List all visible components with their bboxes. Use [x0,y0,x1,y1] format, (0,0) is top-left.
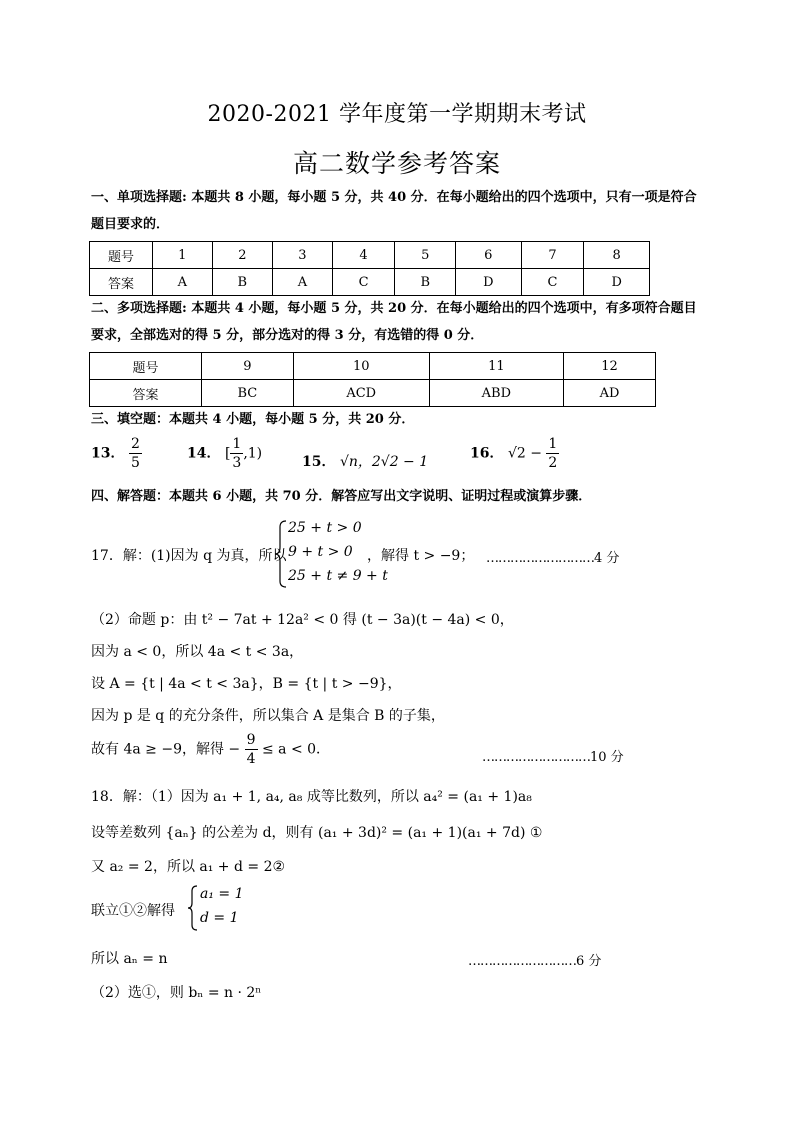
answer-13 [91,437,142,470]
q17-part2-line3: 设 A = {t | 4a < t < 3a}，B = {t | t > −9}， [91,676,402,692]
q18-line4: 联立①②解得 [91,903,175,919]
q17-score-2 [482,746,624,765]
question-number: 6 [456,242,522,269]
table-row-questions [90,242,650,269]
q13-denominator: 5 [130,455,140,471]
table-row-questions [90,353,656,380]
q18-system-1: a₁ = 1 [200,886,244,902]
q17-part2-line2: 因为 a < 0，所以 4a < t < 3a， [91,644,304,660]
score-dots: ……………………… [482,750,590,765]
q18-line5: 所以 aₙ = n [91,951,168,967]
q16-prefix: √2 − [507,445,542,462]
q16-fraction [546,437,559,470]
q18-line2: 设等差数列 {aₙ} 的公差为 d，则有 (a₁ + 3d)² = (a₁ + 1)(a₁ + 7d) ① [91,825,543,841]
question-number: 10 [293,353,429,380]
section3-heading: 三、填空题：本题共 4 小题，每小题 5 分，共 20 分． [91,412,415,427]
q16-denominator: 2 [548,455,558,471]
question-number: 5 [395,242,456,269]
exam-title: 2020-2021 学年度第一学期期末考试 [207,102,587,127]
answer-cell: AD [563,380,655,407]
q18-solution-system [187,884,247,932]
left-brace-icon [187,884,199,932]
q17-part2-line4: 因为 p 是 q 的充分条件，所以集合 A 是集合 B 的子集， [91,708,445,724]
answer-cell: B [395,269,456,296]
q13-numerator: 2 [130,436,140,452]
answer-cell: ACD [293,380,429,407]
question-number: 1 [153,242,213,269]
q17-part2-line5 [91,733,330,766]
q14-numerator: 1 [232,436,242,452]
answer-cell: C [332,269,395,296]
section4-heading: 四、解答题：本题共 6 小题，共 70 分．解答应写出文字说明、证明过程或演算步骤． [91,489,592,504]
section2-answer-table [89,352,656,407]
question-number: 3 [273,242,333,269]
q18-line1: 18．解：（1）因为 a₁ + 1, a₄, a₈ 成等比数列，所以 a₄² = (a₁ + 1)a₈ [91,789,532,805]
answer-16 [470,437,559,470]
q17-intro: 17．解：(1)因为 q 为真，所以 [91,548,287,564]
score-dots: ……………………… [468,954,576,969]
answer-cell: D [456,269,522,296]
answer-cell: BC [202,380,294,407]
q17-line5-suffix: ≤ a < 0． [261,741,331,758]
score-value: 4 分 [594,551,620,566]
row-label-questions: 题号 [90,242,153,269]
score-value: 6 分 [576,954,602,969]
q17-line5-prefix: 故有 4a ≥ −9，解得 − [91,741,241,758]
section2-heading: 二、多项选择题: 本题共 4 小题，每小题 5 分，共 20 分．在每小题给出的四个选项中，有多项符合题目要求，全部选对的得 5 分，部分选对的得 3 分，有选错的得 0 分． [91,301,697,343]
score-dots: ……………………… [486,551,594,566]
q18-line3: 又 a₂ = 2，所以 a₁ + d = 2② [91,859,286,875]
section1-heading: 一、单项选择题: 本题共 8 小题，每小题 5 分，共 40 分．在每小题给出的四个选项中，只有一项是符合题目要求的． [91,190,697,232]
q17-numerator: 9 [246,732,256,748]
row-label-answers: 答案 [90,269,153,296]
answer-key-title: 高二数学参考答案 [292,149,501,178]
answer-cell: A [153,269,213,296]
q14-open: [ [224,445,231,462]
q15-answer: √n，2√2 − 1 [339,454,429,470]
score-value: 10 分 [590,750,624,765]
question-number: 2 [212,242,273,269]
q17-condition-3: 25 + t ≠ 9 + t [288,568,388,584]
q18-line6: （2）选①，则 bₙ = n · 2ⁿ [91,985,262,1001]
q18-system-2: d = 1 [200,910,239,926]
q17-result: ，解得 t > −9； [367,548,475,564]
q16-label: 16． [470,445,504,462]
left-brace-icon [274,519,288,589]
question-number: 7 [521,242,584,269]
table-row-answers [90,269,650,296]
answer-cell: ABD [429,380,563,407]
question-number: 11 [429,353,563,380]
answer-cell: C [521,269,584,296]
answer-14 [187,437,262,470]
answer-cell: B [212,269,273,296]
question-number: 9 [202,353,294,380]
answer-15 [302,451,428,471]
q16-numerator: 1 [548,436,558,452]
q13-label: 13． [91,445,125,462]
q17-score-1 [486,547,619,566]
question-number: 4 [332,242,395,269]
q17-condition-1: 25 + t > 0 [288,520,362,536]
q17-part2-line1: （2）命题 p：由 t² − 7at + 12a² < 0 得 (t − 3a)(t − 4a) < 0， [91,612,514,628]
q14-label: 14． [187,445,221,462]
q14-fraction [230,437,243,470]
answer-cell: A [273,269,333,296]
table-row-answers [90,380,656,407]
row-label-answers: 答案 [90,380,202,407]
q17-denominator: 4 [246,751,256,767]
q14-close: ,1) [243,445,263,462]
row-label-questions: 题号 [90,353,202,380]
q13-fraction [129,437,142,470]
question-number: 12 [563,353,655,380]
question-number: 8 [584,242,650,269]
q17-fraction [245,733,258,766]
section1-answer-table [89,241,650,296]
q14-denominator: 3 [232,455,242,471]
q17-condition-2: 9 + t > 0 [288,544,353,560]
q17-condition-system [274,519,388,589]
answer-cell: D [584,269,650,296]
q15-label: 15． [302,454,336,470]
q18-score [468,950,601,969]
